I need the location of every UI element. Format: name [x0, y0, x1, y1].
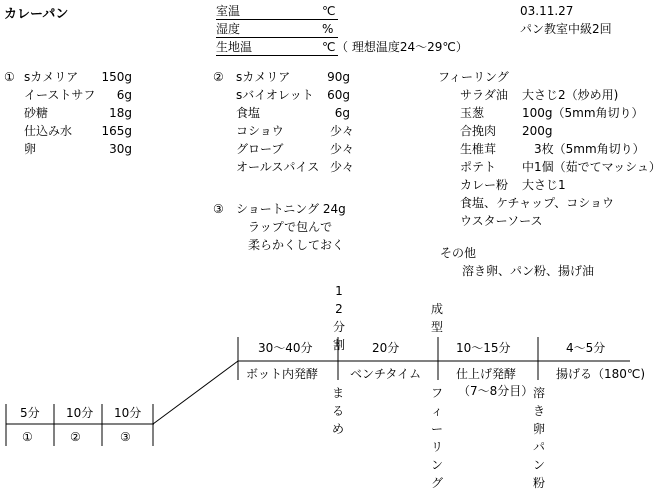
- room-temp-label: 室温: [216, 4, 241, 18]
- humidity-label: 湿度: [216, 22, 241, 36]
- final-proof-note: （7〜8分目）: [458, 384, 534, 398]
- ingredient-name: 仕込み水: [24, 124, 73, 138]
- ingredient-qty: 90g: [327, 70, 350, 84]
- ingredient-qty: 165g: [101, 124, 132, 138]
- filling-qty: 100g（5mm角切り）: [522, 106, 644, 120]
- small-time: 10分: [114, 406, 142, 420]
- round-label: まるめ: [331, 386, 344, 436]
- ingredient-name: イーストサフ: [24, 88, 96, 102]
- shortening-line: ショートニング 24g: [236, 202, 346, 216]
- humidity-unit: %: [322, 22, 334, 36]
- filling-heading: フィーリング: [438, 70, 509, 84]
- filling-seasoning: 食塩、ケチャップ、コショウ: [460, 196, 614, 210]
- divide-label: 12分割: [332, 284, 345, 352]
- ingredient-name: 食塩: [236, 106, 261, 120]
- ingredient-qty: 少々: [330, 142, 355, 156]
- filling-name: 玉葱: [460, 106, 485, 120]
- ingredient-name: コショウ: [236, 124, 284, 138]
- filling-qty: 大さじ1: [522, 178, 566, 192]
- dough-marker: ①: [4, 70, 15, 84]
- filling-qty: 3枚（5mm角切り）: [534, 142, 645, 156]
- step-time: 4〜5分: [566, 341, 606, 355]
- filling-qty: 200g: [522, 124, 553, 138]
- page-title: カレーパン: [4, 7, 69, 22]
- step-time: 10〜15分: [456, 341, 511, 355]
- small-marker: ①: [22, 430, 33, 444]
- filling-sauce: ウスターソース: [460, 214, 543, 228]
- step-label: 揚げる（180℃): [556, 367, 646, 381]
- ingredient-qty: 60g: [327, 88, 350, 102]
- ingredient-name: オールスパイス: [236, 160, 320, 174]
- ingredient-qty: 30g: [109, 142, 132, 156]
- other-items: 溶き卵、パン粉、揚げ油: [462, 264, 595, 278]
- small-time: 10分: [66, 406, 94, 420]
- step-label: 仕上げ発酵: [456, 367, 517, 381]
- filling-qty: 大さじ2（炒め用): [522, 88, 619, 102]
- shortening-note: 柔らかくしておく: [248, 238, 345, 252]
- ingredient-name: グローブ: [236, 142, 284, 156]
- class-name: パン教室中級2回: [520, 22, 612, 36]
- ideal-temp-note: （ 理想温度24〜29℃）: [336, 40, 468, 54]
- step-time: 30〜40分: [258, 341, 313, 355]
- shape-label: 成型: [430, 302, 443, 334]
- step-time: 20分: [372, 341, 400, 355]
- filling-name: カレー粉: [460, 178, 509, 192]
- ingredient-name: 卵: [24, 142, 37, 156]
- filling-qty: 中1個（茹でてマッシュ）: [522, 160, 661, 174]
- shortening-note: ラップで包んで: [248, 220, 333, 234]
- dough2-marker: ②: [213, 70, 224, 84]
- coat-label: 溶き卵パン粉: [532, 386, 545, 490]
- small-marker: ③: [120, 430, 131, 444]
- small-marker: ②: [70, 430, 81, 444]
- ingredient-name: sカメリア: [24, 70, 79, 84]
- ingredient-qty: 少々: [330, 160, 355, 174]
- filling-name: サラダ油: [460, 88, 508, 102]
- date: 03.11.27: [520, 4, 574, 18]
- ingredient-qty: 18g: [109, 106, 132, 120]
- room-temp-unit: ℃: [322, 4, 336, 18]
- step-label: ベンチタイム: [350, 367, 422, 381]
- ingredient-name: sバイオレット: [236, 88, 314, 102]
- filling-name: 生椎茸: [460, 142, 497, 156]
- filling-name: ポテト: [460, 160, 497, 174]
- ingredient-name: sカメリア: [236, 70, 291, 84]
- ingredient-name: 砂糖: [24, 106, 49, 120]
- small-time: 5分: [20, 406, 40, 420]
- ingredient-qty: 6g: [116, 88, 132, 102]
- dough-temp-unit: ℃: [322, 40, 336, 54]
- filling-name: 合挽肉: [460, 124, 497, 138]
- other-heading: その他: [440, 246, 477, 260]
- ingredient-qty: 6g: [334, 106, 350, 120]
- dough-temp-label: 生地温: [216, 40, 253, 54]
- filling-step-label: フィーリング: [430, 386, 443, 490]
- ingredient-qty: 150g: [101, 70, 132, 84]
- step-label: ボット内発酵: [246, 367, 319, 381]
- shortening-marker: ③: [213, 202, 224, 216]
- ingredient-qty: 少々: [330, 124, 355, 138]
